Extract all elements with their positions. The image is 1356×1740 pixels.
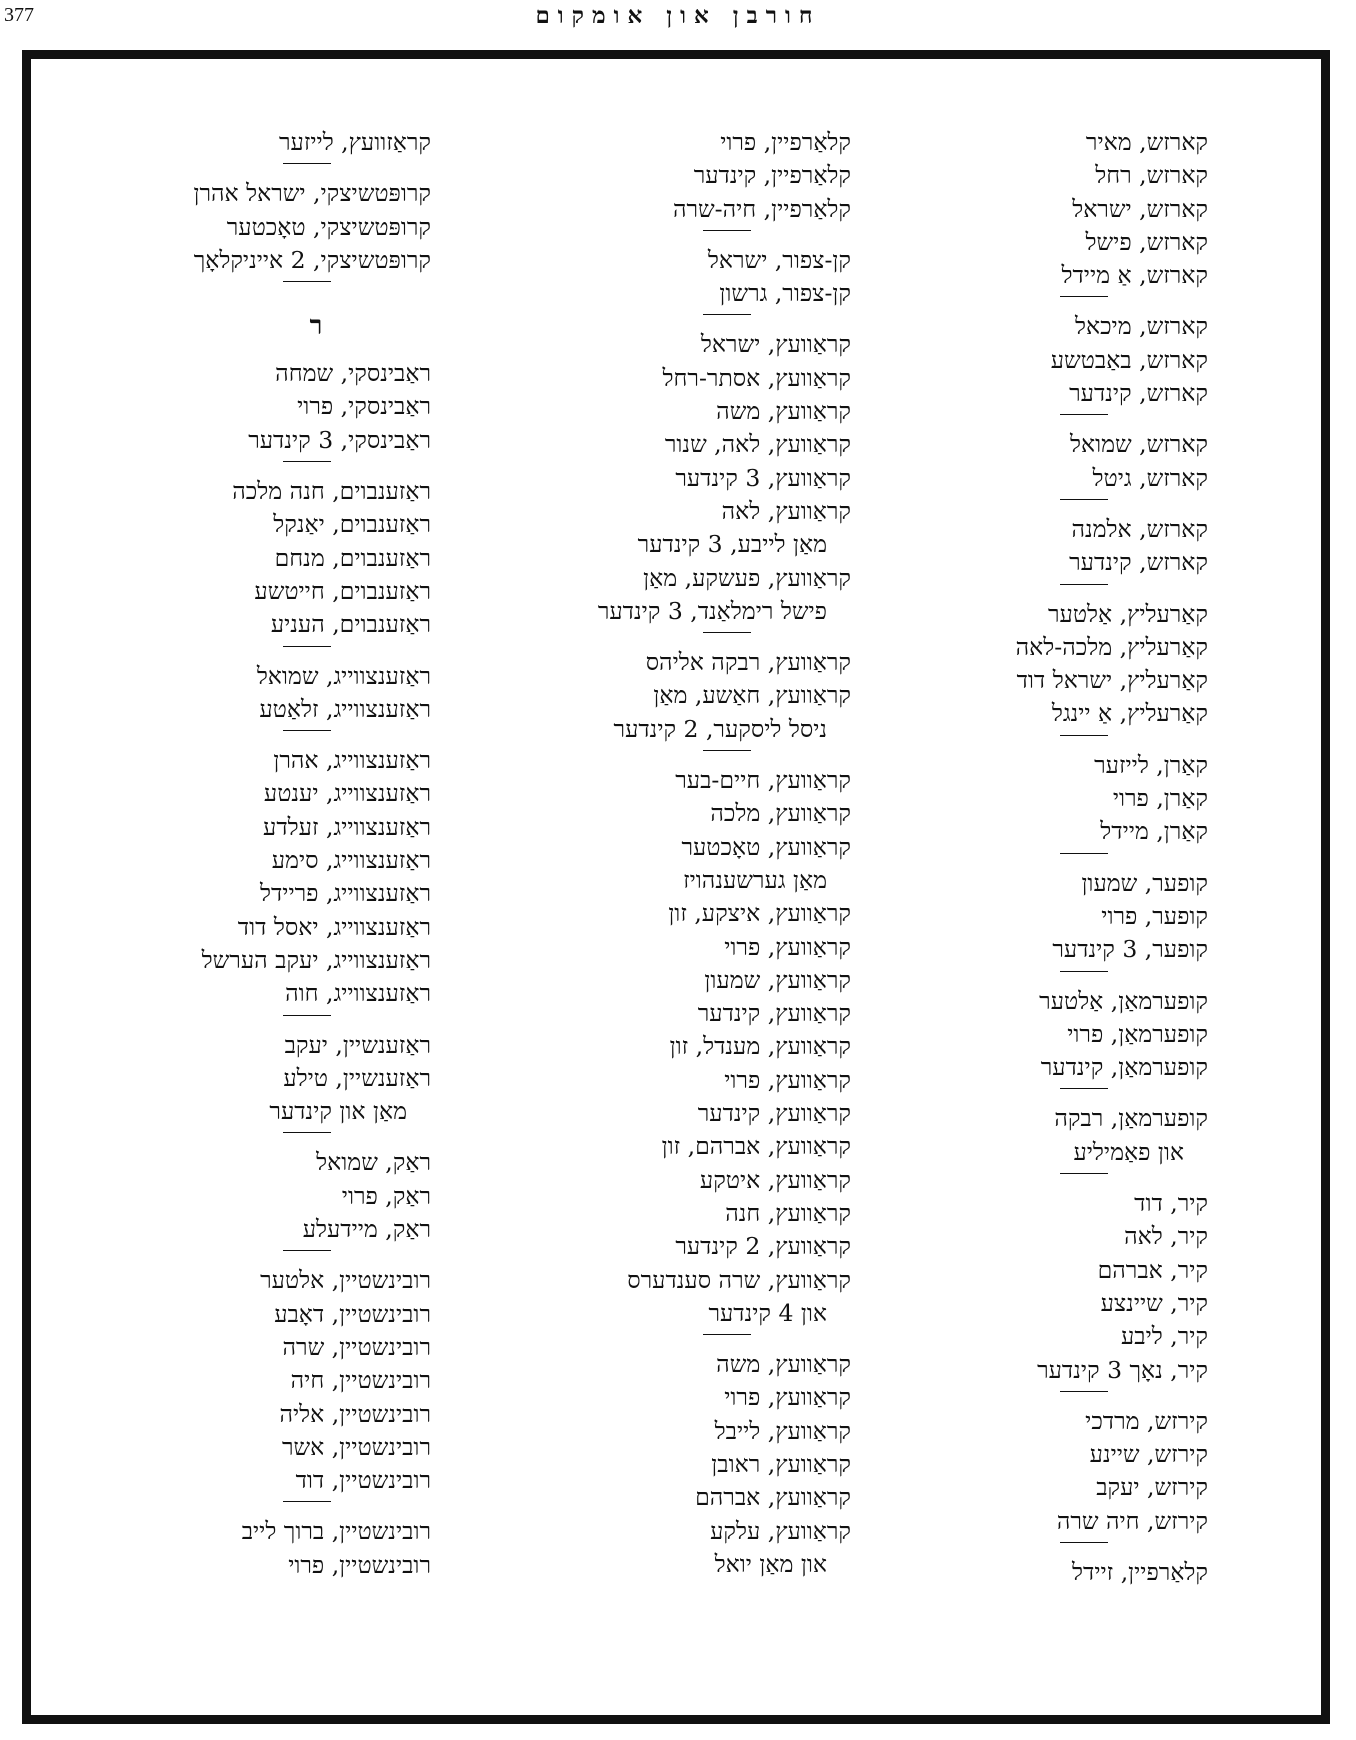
group-separator bbox=[828, 1084, 1208, 1102]
name-entry: ראַזענצווייג, חוה bbox=[285, 979, 431, 1008]
name-entry: ראַק, פרוי bbox=[341, 1181, 431, 1210]
name-entry: קן-צפור, גרשון bbox=[719, 279, 851, 308]
group-separator bbox=[828, 292, 1208, 310]
group-separator bbox=[41, 159, 431, 177]
name-entry: ראַזענצווייג, זעלדע bbox=[263, 812, 431, 841]
name-entry: קאַרעליץ, אַלטער bbox=[1048, 599, 1208, 628]
name-entry: ראַזענצווייג, פריידל bbox=[260, 879, 431, 908]
page-number: 377 bbox=[4, 4, 34, 26]
name-entry: ראַבינסקי, שמחה bbox=[275, 359, 431, 388]
name-entry: קראַוועץ, חאַשע, מאַן bbox=[653, 681, 851, 710]
name-entry: רובינשטיין, שרה bbox=[282, 1332, 431, 1361]
column-right bbox=[828, 126, 1208, 1589]
name-entry: קראַוועץ, איטקע bbox=[699, 1165, 851, 1194]
name-entry: קראַוועץ, פרוי bbox=[724, 1383, 851, 1412]
name-entry: קראַוועץ, רבקה אליהס bbox=[645, 648, 851, 677]
name-entry: קארזש, רחל bbox=[1095, 161, 1208, 190]
name-entry: קארזש, קינדער bbox=[1069, 548, 1208, 577]
name-entry: קארזש, קינדער bbox=[1069, 379, 1208, 408]
name-entry: ראַבינסקי, פרוי bbox=[297, 392, 431, 421]
name-entry: קראַוועץ, לייבל bbox=[714, 1416, 851, 1445]
name-entry: קארזש, אַ מיידל bbox=[1061, 261, 1208, 290]
name-entry: רובינשטיין, אשר bbox=[281, 1432, 431, 1461]
group-separator bbox=[828, 410, 1208, 428]
name-entry: קירזש, מרדכי bbox=[1085, 1406, 1208, 1435]
name-entry: קראַוועץ, אברהם bbox=[695, 1483, 851, 1512]
name-entry: קלאַרפיין, קינדער bbox=[693, 161, 851, 190]
name-entry: קופער, 3 קינדער bbox=[1052, 935, 1208, 964]
group-separator bbox=[471, 310, 851, 328]
name-entry: קראַוועץ, פרוי bbox=[724, 1065, 851, 1094]
group-separator bbox=[471, 746, 851, 764]
name-entry: ראַזענשיין, יעקב bbox=[284, 1030, 431, 1059]
group-separator bbox=[828, 580, 1208, 598]
name-entry: רובינשטיין, חיה bbox=[290, 1366, 431, 1395]
name-entry: ראַזענבוים, מנחם bbox=[274, 543, 431, 572]
name-entry: קירזש, חיה שרה bbox=[1056, 1506, 1208, 1535]
name-entry: ראַק, שמואל bbox=[316, 1148, 431, 1177]
name-entry: קלאַרפיין, זיידל bbox=[1072, 1557, 1208, 1586]
group-separator bbox=[41, 457, 431, 475]
name-entry: קופערמאַן, קינדער bbox=[1040, 1053, 1208, 1082]
name-entry: קראַוועץ, מלכה bbox=[710, 799, 851, 828]
section-letter: ר bbox=[309, 311, 323, 342]
name-entry: קאַרן, לייזער bbox=[1094, 750, 1208, 779]
name-entry: קראַוועץ, שמעון bbox=[704, 965, 851, 994]
name-entry: קופער, פרוי bbox=[1101, 901, 1208, 930]
group-separator bbox=[41, 726, 431, 744]
name-entry: ראַזענצווייג, יעקב הערשל bbox=[201, 945, 431, 974]
name-entry: קאַרעליץ, מלכה-לאה bbox=[1015, 632, 1208, 661]
name-entry: קראַוועץ, אסתר-רחל bbox=[662, 363, 851, 392]
name-entry: קיר, ליבע bbox=[1120, 1322, 1208, 1351]
name-entry: קראַוועץ, קינדער bbox=[697, 1099, 851, 1128]
name-entry: קופער, שמעון bbox=[1081, 868, 1208, 897]
name-entry: קראַוועץ, לאה, שנור bbox=[664, 430, 851, 459]
name-entry: קראַוועץ, אברהם, זון bbox=[661, 1132, 851, 1161]
name-entry: ראַזענבוים, יאַנקל bbox=[273, 510, 431, 539]
name-entry: ראַזענצווייג, סימע bbox=[271, 846, 431, 875]
name-entry: קראַזוועץ, לייזער bbox=[279, 128, 431, 156]
name-entry: קלאַרפיין, חיה-שרה bbox=[672, 194, 851, 223]
name-entry: ראַזענצווייג, יאסל דוד bbox=[237, 912, 431, 941]
group-separator bbox=[41, 277, 431, 295]
group-separator bbox=[471, 628, 851, 646]
name-entry-continuation: און 4 קינדער bbox=[708, 1298, 827, 1327]
group-separator bbox=[41, 1246, 431, 1264]
name-entry-continuation: ניסל ליסקער, 2 קינדער bbox=[613, 714, 827, 743]
name-entry: קראַוועץ, חיים-בער bbox=[675, 766, 851, 795]
group-separator bbox=[828, 849, 1208, 867]
name-entry: ראַזענבוים, העניע bbox=[270, 610, 431, 639]
name-entry: קראַוועץ, פרוי bbox=[724, 932, 851, 961]
name-entry: קן-צפור, ישראל bbox=[707, 245, 851, 274]
name-entry: קארזש, מאיר bbox=[1085, 128, 1208, 156]
name-entry: קראַוועץ, ראובן bbox=[711, 1449, 851, 1478]
name-entry: קרופּטשיצקי, ישראל אהרן bbox=[193, 179, 431, 208]
name-entry: קראַוועץ, משה bbox=[716, 1350, 851, 1379]
name-entry: ראַזענצווייג, זלאַטע bbox=[259, 694, 431, 723]
name-entry: רובינשטיין, דאָבע bbox=[274, 1299, 431, 1328]
name-entry: רובינשטיין, אלטער bbox=[260, 1266, 431, 1295]
name-entry: קיר, אברהם bbox=[1097, 1255, 1208, 1284]
name-entry: קראַוועץ, חנה bbox=[725, 1198, 851, 1227]
name-entry: קארזש, פישל bbox=[1085, 227, 1208, 256]
name-entry: קיר, דוד bbox=[1134, 1189, 1208, 1218]
group-separator bbox=[41, 1497, 431, 1515]
name-entry: קרופּטשיצקי, טאָכטער bbox=[226, 212, 431, 241]
group-separator bbox=[828, 731, 1208, 749]
name-entry: קראַוועץ, מענדל, זון bbox=[669, 1032, 851, 1061]
group-separator bbox=[471, 226, 851, 244]
group-separator bbox=[41, 1128, 431, 1146]
name-entry: רובינשטיין, אליה bbox=[279, 1399, 431, 1428]
name-entry: קראַוועץ, משה bbox=[716, 397, 851, 426]
group-separator bbox=[471, 1330, 851, 1348]
name-entry: קראַוועץ, פעשקע, מאַן bbox=[643, 563, 851, 592]
name-entry-continuation: מאַן גערשענהויז bbox=[683, 865, 827, 894]
name-entry: קופערמאַן, אַלטער bbox=[1039, 986, 1208, 1015]
name-entry: ראַבינסקי, 3 קינדער bbox=[248, 425, 431, 454]
name-entry: קופערמאַן, פרוי bbox=[1067, 1019, 1208, 1048]
name-entry: קאַרן, פרוי bbox=[1112, 784, 1208, 813]
name-entry: רובינשטיין, דוד bbox=[295, 1466, 431, 1495]
name-entry: רובינשטיין, ברוך לייב bbox=[241, 1517, 431, 1546]
name-entry: ראַק, מיידעלע bbox=[302, 1215, 431, 1244]
name-entry-continuation: און פאַמיליע bbox=[1073, 1137, 1184, 1166]
name-entry: קירזש, יעקב bbox=[1096, 1473, 1208, 1502]
name-entry: קראַוועץ, שרה סענדערס bbox=[627, 1265, 851, 1294]
name-entry-continuation: מאַן לייבע, 3 קינדער bbox=[637, 530, 827, 559]
name-entry-continuation: מאַן און קינדער bbox=[269, 1097, 407, 1126]
name-entry: ראַזענצווייג, יענטע bbox=[263, 779, 431, 808]
name-entry: קראַוועץ, קינדער bbox=[697, 999, 851, 1028]
name-entry: קאַרעליץ, אַ יינגל bbox=[1051, 699, 1208, 728]
group-separator bbox=[41, 1011, 431, 1029]
name-entry: קארזש, מיכאל bbox=[1074, 312, 1208, 341]
name-entry-continuation: און מאַן יואל bbox=[714, 1549, 827, 1578]
name-entry: רובינשטיין, פרוי bbox=[288, 1550, 431, 1579]
group-separator bbox=[828, 967, 1208, 985]
group-separator bbox=[828, 1538, 1208, 1556]
name-entry: קרופּטשיצקי, 2 אייניקלאָך bbox=[193, 245, 431, 274]
name-entry: קראַוועץ, 2 קינדער bbox=[675, 1232, 851, 1261]
name-entry: קראַוועץ, טאָכטער bbox=[681, 832, 851, 861]
name-entry: קופערמאַן, רבקה bbox=[1054, 1104, 1208, 1133]
name-entry: ראַזענבוים, חייטשע bbox=[254, 576, 431, 605]
column-middle bbox=[471, 126, 851, 1581]
name-entry: קיר, נאָך 3 קינדער bbox=[1037, 1355, 1208, 1384]
name-entry: קארזש, שמואל bbox=[1069, 430, 1208, 459]
group-separator bbox=[828, 495, 1208, 513]
name-entry: קאַרעליץ, ישראל דוד bbox=[1016, 666, 1208, 695]
name-entry: קיר, שיינצע bbox=[1100, 1288, 1208, 1317]
group-separator bbox=[828, 1387, 1208, 1405]
name-entry: קראַוועץ, עלקע bbox=[710, 1516, 851, 1545]
name-entry: ראַזענבוים, חנה מלכה bbox=[232, 477, 431, 506]
group-separator bbox=[41, 642, 431, 660]
name-entry: קארזש, גיטל bbox=[1092, 463, 1208, 492]
name-entry: קיר, לאה bbox=[1124, 1222, 1208, 1251]
name-entry: קירזש, שיינע bbox=[1089, 1440, 1208, 1469]
name-entry: קראַוועץ, איצקע, זון bbox=[668, 899, 851, 928]
name-entry: ראַזענצווייג, אהרן bbox=[273, 746, 431, 775]
name-entry: ראַזענצווייג, שמואל bbox=[256, 661, 431, 690]
name-entry: קארזש, באַבטשע bbox=[1050, 345, 1208, 374]
name-entry: ראַזענשיין, טילע bbox=[283, 1063, 431, 1092]
running-title: חורבן און אומקום bbox=[535, 2, 821, 29]
name-entry-continuation: פישל רימלאַנד, 3 קינדער bbox=[597, 596, 827, 625]
name-entry: קראַוועץ, ישראל bbox=[700, 330, 851, 359]
name-entry: קראַוועץ, 3 קינדער bbox=[675, 463, 851, 492]
column-left bbox=[41, 126, 431, 1582]
name-entry: קראַוועץ, לאה bbox=[721, 496, 851, 525]
name-entry: קארזש, אלמנה bbox=[1071, 514, 1208, 543]
name-entry: קארזש, ישראל bbox=[1072, 194, 1208, 223]
name-entry: קאַרן, מיידל bbox=[1100, 817, 1208, 846]
name-entry: קלאַרפיין, פרוי bbox=[720, 128, 851, 156]
group-separator bbox=[828, 1169, 1208, 1187]
